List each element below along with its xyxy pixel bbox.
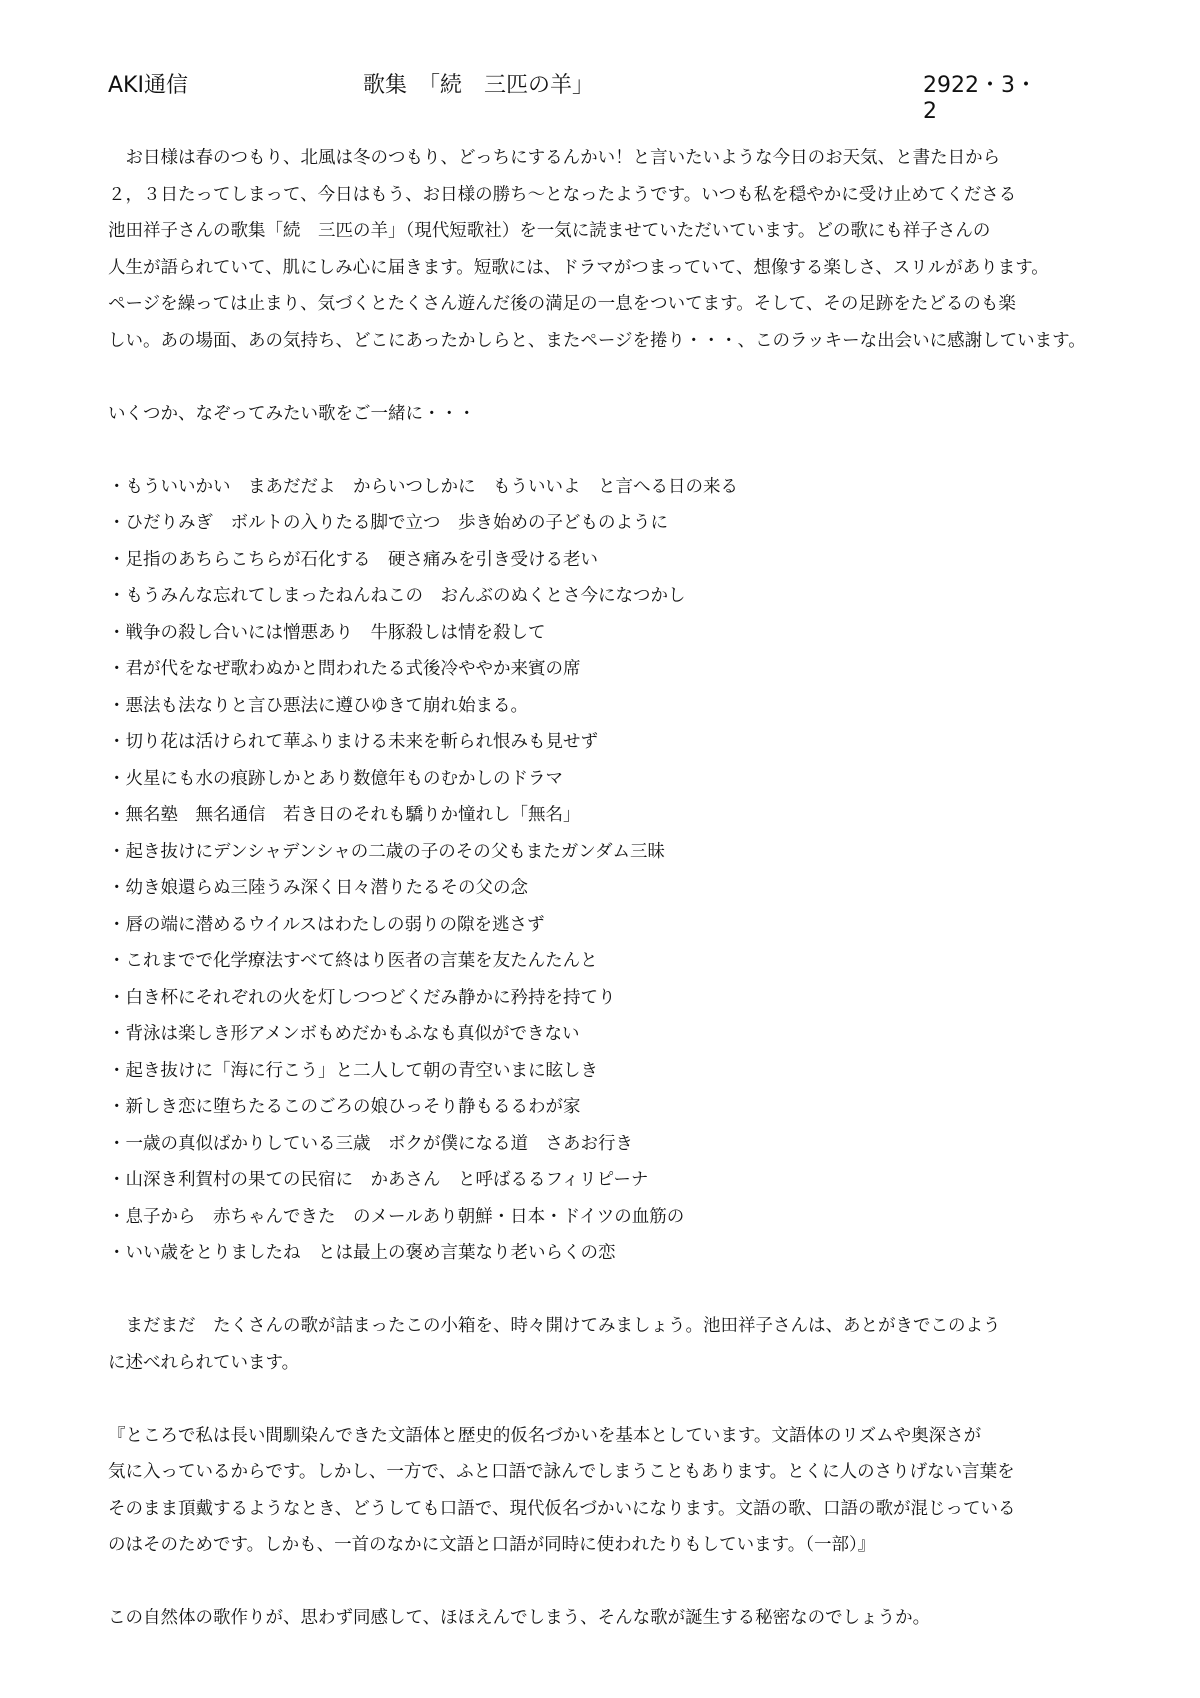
afterword-line: まだまだ たくさんの歌が詰まったこの小箱を、時々開けてみましょう。池田祥子さんは、あとがきでこのよう bbox=[108, 1316, 1001, 1336]
intro-line: 池田祥子さんの歌集「続 三匹の羊」（現代短歌社）を一気に読ませていただいています。どの歌にも祥子さんの bbox=[108, 221, 991, 241]
poem-item: ・白き杯にそれぞれの火を灯しつつどくだみ静かに矜持を持てり bbox=[108, 987, 616, 1008]
intro-paragraph bbox=[108, 140, 1108, 359]
quote-line: のはそのためです。しかも、一首のなかに文語と口語が同時に使われたりもしています。（一部）』 bbox=[108, 1535, 876, 1555]
poem-item: ・山深き利賀村の果ての民宿に かあさん と呼ばるるフィリピーナ bbox=[108, 1170, 649, 1190]
intro-line: ２，３日たってしまって、今日はもう、お日様の勝ち～となったようです。いつも私を穏やかに受け止めてくださる bbox=[108, 184, 1017, 205]
poem-item: ・切り花は活けられて華ふりまける未来を斬られ恨みも見せず bbox=[108, 732, 598, 752]
quote-line: 気に入っているからです。しかし、一方で、ふと口語で詠んでしまうこともあります。とくに人のさりげない言葉を bbox=[108, 1462, 1015, 1482]
poem-item: ・無名塾 無名通信 若き日のそれも驕りか憧れし「無名」 bbox=[108, 805, 581, 825]
poem-item: ・悪法も法なりと言ひ悪法に遵ひゆきて崩れ始まる。 bbox=[108, 695, 528, 716]
document-body bbox=[108, 140, 1108, 1637]
intro-line: ページを繰っては止まり、気づくとたくさん遊んだ後の満足の一息をついてます。そして、その足跡をたどるのも楽 bbox=[108, 294, 1016, 314]
poem-item: ・火星にも水の痕跡しかとあり数億年ものむかしのドラマ bbox=[108, 768, 563, 789]
quote-paragraph bbox=[108, 1418, 1108, 1564]
poem-item: ・起き抜けに「海に行こう」と二人して朝の青空いまに眩しき bbox=[108, 1060, 598, 1081]
lead-in-text: いくつか、なぞってみたい歌をご一緒に・・・ bbox=[108, 403, 476, 424]
newsletter-name: AKI通信 bbox=[108, 73, 188, 98]
poem-item: ・唇の端に潜めるウイルスはわたしの弱りの隙を逃さず bbox=[108, 914, 545, 935]
poem-item: ・もうみんな忘れてしまったねんねこの おんぶのぬくとさ今になつかし bbox=[108, 586, 686, 606]
poem-item: ・一歳の真似ばかりしている三歳 ボクが僕になる道 さあお行き bbox=[108, 1133, 633, 1154]
poem-list bbox=[108, 469, 1108, 1272]
poem-item: ・ひだりみぎ ボルトの入りたる脚で立つ 歩き始めの子どものように bbox=[108, 513, 668, 533]
closing-text: この自然体の歌作りが、思わず同感して、ほほえんでしまう、そんな歌が誕生する秘密なのでしょうか。 bbox=[108, 1608, 931, 1628]
document-title: 歌集 「続 三匹の羊」 bbox=[363, 73, 595, 98]
document-date: 2922・3・2 bbox=[923, 73, 1037, 124]
quote-line: 『ところで私は長い間馴染んできた文語体と歴史的仮名づかいを基本としています。文語体のリズムや奥深さが bbox=[108, 1425, 982, 1446]
poem-item: ・幼き娘還らぬ三陸うみ深く日々潜りたるその父の念 bbox=[108, 878, 528, 898]
poem-item: ・足指のあちらこちらが石化する 硬さ痛みを引き受ける老い bbox=[108, 549, 598, 570]
poem-item: ・新しき恋に堕ちたるこのごろの娘ひっそり静もるるわが家 bbox=[108, 1097, 581, 1117]
poem-item: ・息子から 赤ちゃんできた のメールあり朝鮮・日本・ドイツの血筋の bbox=[108, 1206, 685, 1227]
poem-item: ・もういいかい まあだだよ からいつしかに もういいよ と言へる日の来る bbox=[108, 476, 738, 497]
intro-line: お日様は春のつもり、北風は冬のつもり、どっちにするんかい！と言いたいような今日のお天気、と書た日から bbox=[108, 148, 1001, 168]
poem-item: ・背泳は楽しき形アメンボもめだかもふなも真似ができない bbox=[108, 1024, 580, 1044]
poem-item: ・いい歳をとりましたね とは最上の褒め言葉なり老いらくの恋 bbox=[108, 1243, 616, 1263]
quote-line: そのまま頂戴するようなとき、どうしても口語で、現代仮名づかいになります。文語の歌、口語の歌が混じっている bbox=[108, 1498, 1016, 1519]
poem-item: ・これまでで化学療法すべて終はり医者の言葉を友たんたんと bbox=[108, 951, 598, 971]
intro-line: 人生が語られていて、肌にしみ心に届きます。短歌には、ドラマがつまっていて、想像する楽しさ、スリルがあります。 bbox=[108, 257, 1049, 278]
afterword-paragraph bbox=[108, 1308, 1108, 1381]
poem-item: ・戦争の殺し合いには憎悪あり 牛豚殺しは情を殺して bbox=[108, 622, 546, 643]
poem-item: ・起き抜けにデンシャデンシャの二歳の子のその父もまたガンダム三昧 bbox=[108, 841, 666, 862]
poem-item: ・君が代をなぜ歌わぬかと問われたる式後冷ややか来賓の席 bbox=[108, 659, 581, 679]
page-header bbox=[108, 68, 1038, 124]
afterword-line: に述べれられています。 bbox=[108, 1352, 300, 1373]
intro-line: しい。あの場面、あの気持ち、どこにあったかしらと、またページを捲り・・・、このラッキーな出会いに感謝しています。 bbox=[108, 330, 1086, 351]
